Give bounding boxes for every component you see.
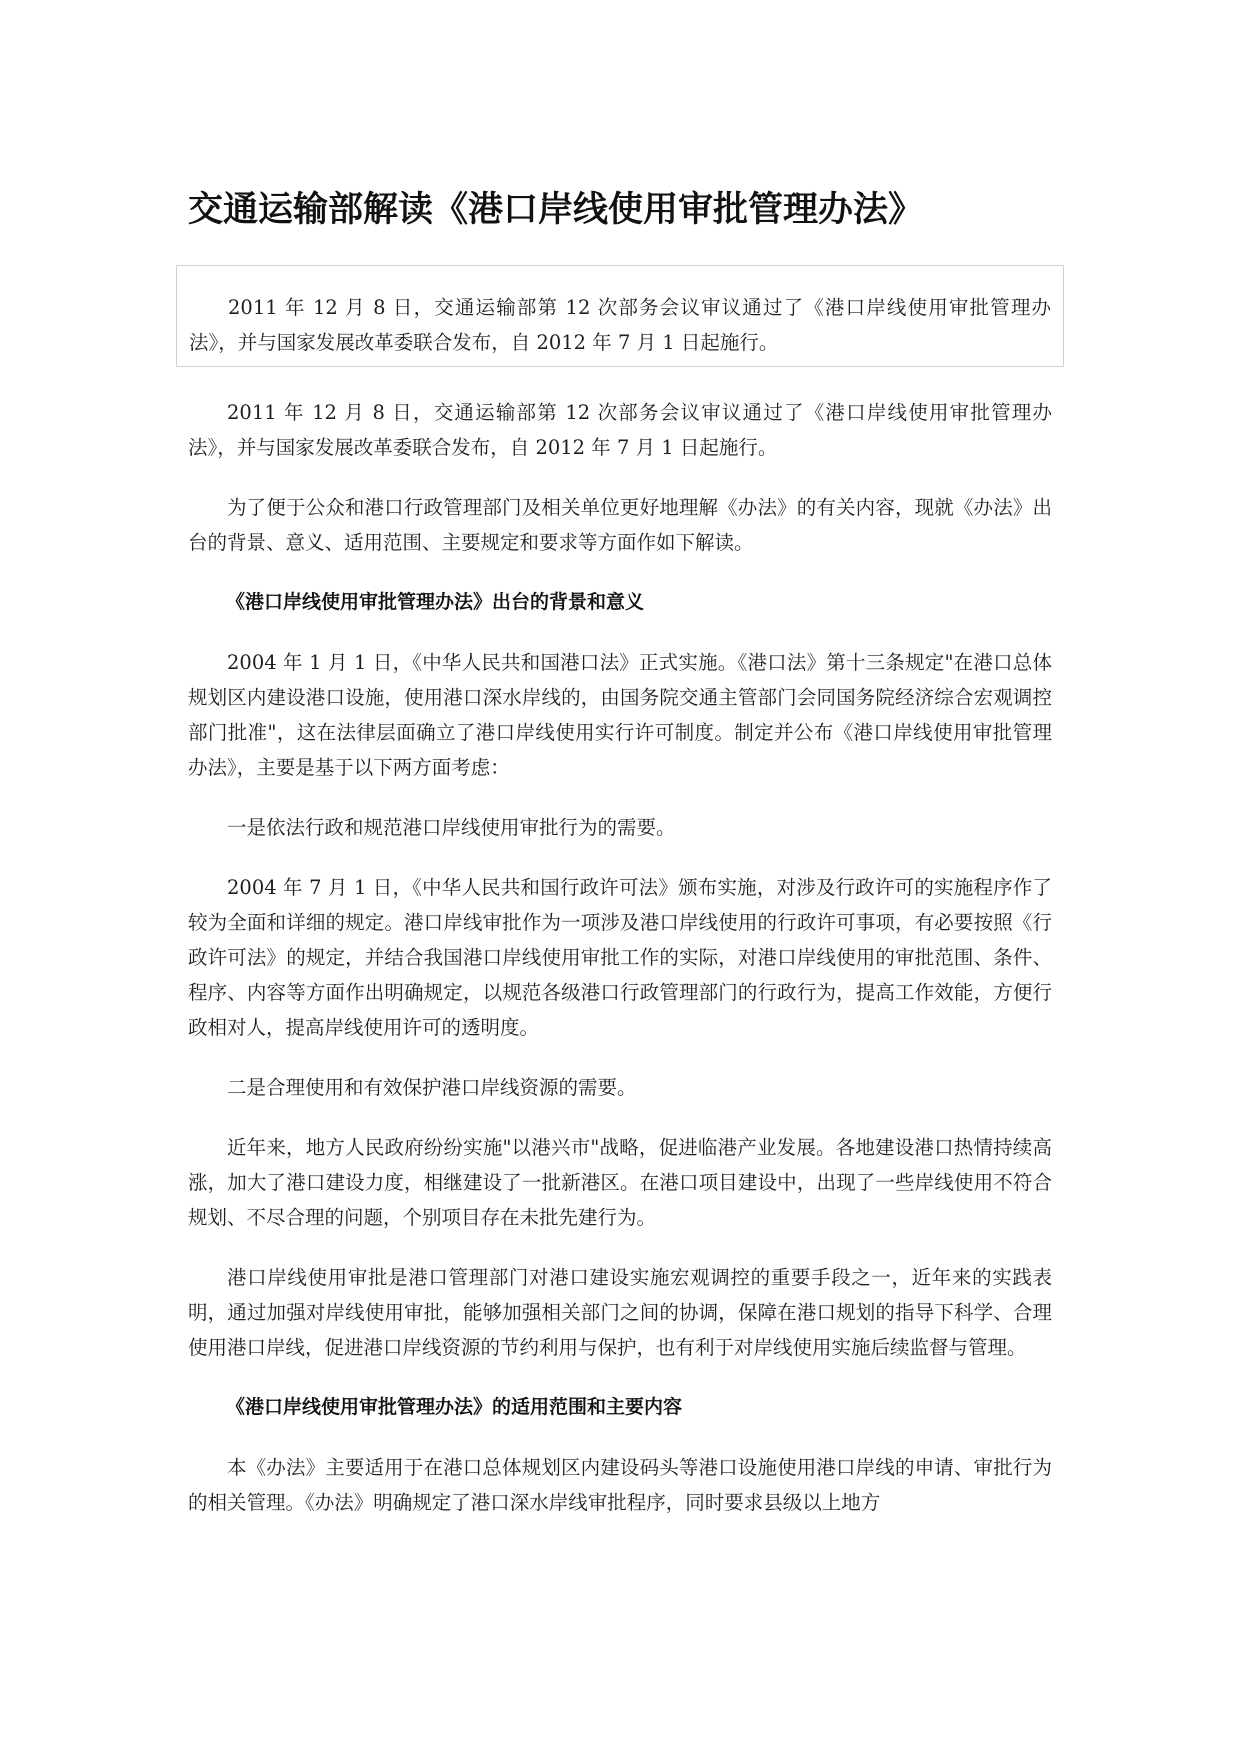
- paragraph-reason-two: 二是合理使用和有效保护港口岸线资源的需要。: [227, 1076, 637, 1099]
- paragraph-intro: 2011 年 12 月 8 日，交通运输部第 12 次部务会议审议通过了《港口岸线使用审批管理办法》，并与国家发展改革委联合发布，自 2012 年 7 月 1 日起施行。: [188, 401, 1052, 459]
- section-heading-background: 《港口岸线使用审批管理办法》出台的背景和意义: [226, 591, 645, 613]
- paragraph-reason-one: 一是依法行政和规范港口岸线使用审批行为的需要。: [227, 816, 676, 839]
- section-heading-scope: 《港口岸线使用审批管理办法》的适用范围和主要内容: [226, 1396, 683, 1418]
- article-body: [188, 395, 1052, 1545]
- paragraph-port-law: 2004 年 1 月 1 日，《中华人民共和国港口法》正式实施。《港口法》第十三条规定"在港口总体规划区内建设港口设施，使用港口深水岸线的，由国务院交通主管部门会同国务院经济综合宏观调控部门批准"，这在法律层面确立了港口岸线使用实行许可制度。制定并公布《港口岸线使用审批管理办法》，主要是基于以下两方面考虑：: [188, 651, 1052, 779]
- paragraph-scope: 本《办法》主要适用于在港口总体规划区内建设码头等港口设施使用港口岸线的申请、审批行为的相关管理。《办法》明确规定了港口深水岸线审批程序，同时要求县级以上地方: [188, 1456, 1052, 1514]
- summary-text: 2011 年 12 月 8 日，交通运输部第 12 次部务会议审议通过了《港口岸线使用审批管理办法》，并与国家发展改革委联合发布，自 2012 年 7 月 1 日起施行。: [189, 296, 1051, 354]
- document-title: 交通运输部解读《港口岸线使用审批管理办法》: [188, 190, 924, 230]
- paragraph-recent-years: 近年来，地方人民政府纷纷实施"以港兴市"战略，促进临港产业发展。各地建设港口热情持续高涨，加大了港口建设力度，相继建设了一批新港区。在港口项目建设中，出现了一些岸线使用不符合规划、不尽合理的问题，个别项目存在未批先建行为。: [188, 1136, 1052, 1229]
- paragraph-licensing-law: 2004 年 7 月 1 日，《中华人民共和国行政许可法》颁布实施，对涉及行政许可的实施程序作了较为全面和详细的规定。港口岸线审批作为一项涉及港口岸线使用的行政许可事项，有必要按照《行政许可法》的规定，并结合我国港口岸线使用审批工作的实际，对港口岸线使用的审批范围、条件、程序、内容等方面作出明确规定，以规范各级港口行政管理部门的行政行为，提高工作效能，方便行政相对人，提高岸线使用许可的透明度。: [188, 876, 1052, 1039]
- paragraph-approval-role: 港口岸线使用审批是港口管理部门对港口建设实施宏观调控的重要手段之一，近年来的实践表明，通过加强对岸线使用审批，能够加强相关部门之间的协调，保障在港口规划的指导下科学、合理使用港口岸线，促进港口岸线资源的节约利用与保护，也有利于对岸线使用实施后续监督与管理。: [188, 1266, 1052, 1359]
- summary-box: [176, 265, 1064, 367]
- paragraph-purpose: 为了便于公众和港口行政管理部门及相关单位更好地理解《办法》的有关内容，现就《办法》出台的背景、意义、适用范围、主要规定和要求等方面作如下解读。: [188, 496, 1052, 554]
